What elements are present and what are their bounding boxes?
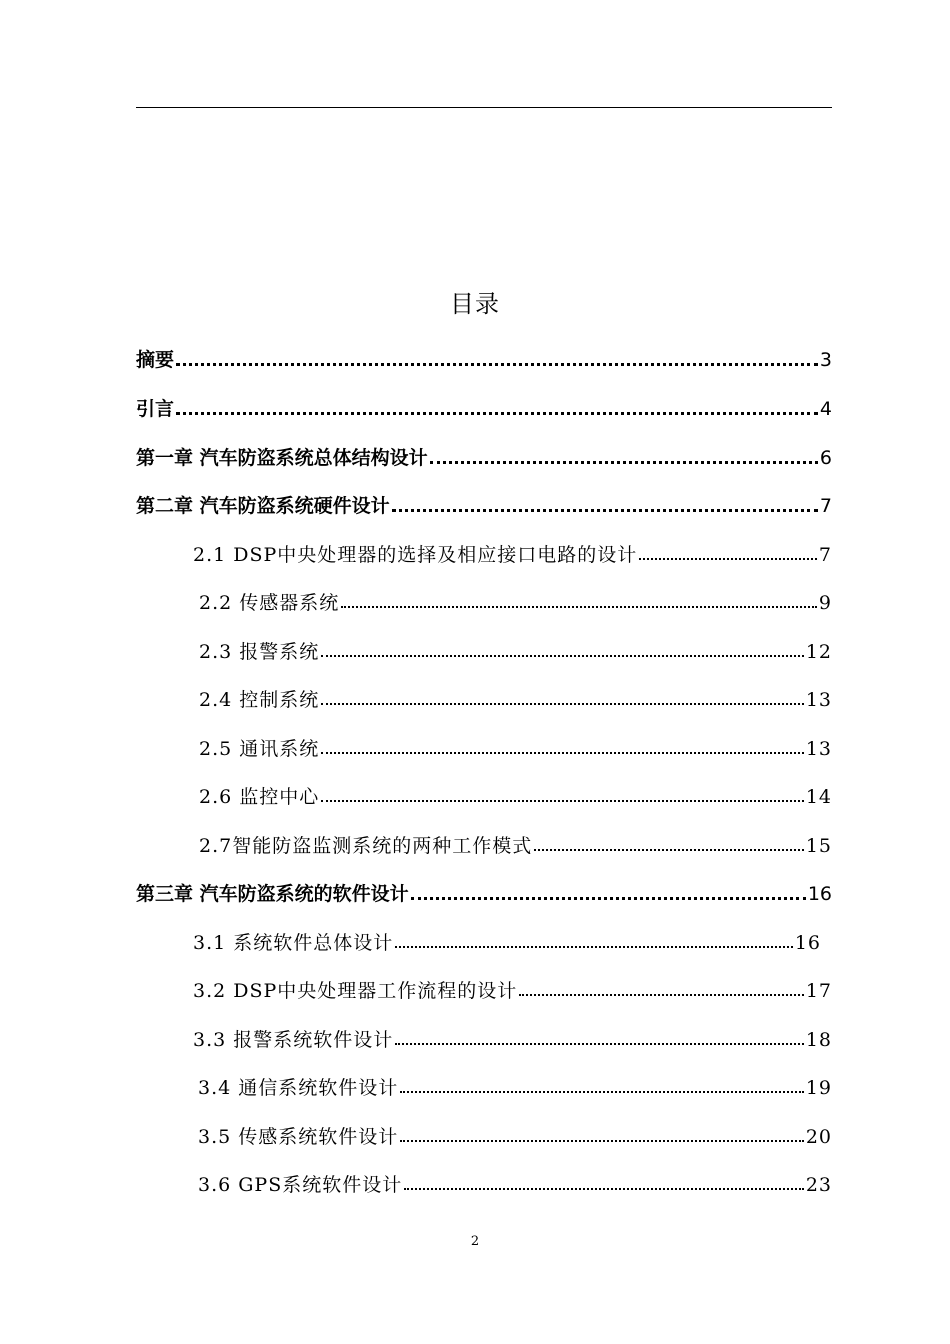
toc-entry-label: 3.3 报警系统软件设计 — [193, 1029, 394, 1051]
toc-entry-page: 20 — [805, 1126, 832, 1148]
toc-entry-section-3-6[interactable] — [198, 1170, 832, 1200]
toc-entry-page: 19 — [805, 1077, 832, 1099]
toc-entry-label: 引言 — [136, 398, 175, 420]
dot-leader — [321, 752, 804, 754]
toc-entry-label: 3.4 通信系统软件设计 — [198, 1077, 399, 1099]
toc-entry-label: 2.3 报警系统 — [199, 641, 320, 663]
toc-entry-page: 18 — [805, 1029, 832, 1051]
dot-leader — [534, 849, 804, 851]
toc-entry-abstract[interactable] — [136, 345, 832, 375]
toc-entry-label: 2.1 DSP中央处理器的选择及相应接口电路的设计 — [193, 544, 638, 566]
toc-entry-chapter-3[interactable] — [136, 879, 832, 909]
toc-entry-page: 17 — [805, 980, 832, 1002]
dot-leader — [400, 1091, 804, 1093]
dot-leader — [176, 412, 818, 415]
toc-entry-page: 12 — [805, 641, 832, 663]
dot-leader — [519, 994, 804, 996]
header-rule — [136, 107, 832, 108]
toc-title: 目录 — [450, 290, 500, 318]
toc-entry-page: 4 — [819, 398, 832, 420]
dot-leader — [404, 1188, 804, 1190]
toc-entry-page: 23 — [805, 1174, 832, 1196]
toc-entry-label: 2.5 通讯系统 — [199, 738, 320, 760]
toc-entry-section-3-5[interactable] — [198, 1122, 832, 1152]
toc-entry-page: 7 — [818, 544, 832, 566]
toc-entry-label: 2.7智能防盗监测系统的两种工作模式 — [199, 835, 533, 857]
toc-entry-section-2-6[interactable] — [199, 782, 832, 812]
toc-entry-label: 3.2 DSP中央处理器工作流程的设计 — [193, 980, 518, 1002]
dot-leader — [395, 946, 793, 948]
toc-entry-label: 第一章 汽车防盗系统总体结构设计 — [136, 447, 428, 469]
toc-entry-page: 16 — [794, 932, 821, 954]
toc-entry-label: 2.2 传感器系统 — [199, 592, 340, 614]
toc-entry-page: 13 — [805, 738, 832, 760]
dot-leader — [321, 800, 804, 802]
dot-leader — [321, 655, 804, 657]
toc-entry-section-3-4[interactable] — [198, 1073, 832, 1103]
toc-entry-section-3-1[interactable] — [193, 928, 821, 958]
toc-entry-page: 13 — [805, 689, 832, 711]
toc-entry-section-2-1[interactable] — [193, 540, 832, 570]
dot-leader — [430, 461, 818, 464]
toc-entry-page: 6 — [819, 447, 832, 469]
toc-entry-label: 3.5 传感系统软件设计 — [198, 1126, 399, 1148]
page-number: 2 — [470, 1234, 480, 1249]
dot-leader — [395, 1043, 804, 1045]
dot-leader — [411, 897, 806, 900]
dot-leader — [392, 509, 818, 512]
toc-entry-section-2-5[interactable] — [199, 734, 832, 764]
toc-entry-chapter-2[interactable] — [136, 491, 832, 521]
toc-entry-label: 第三章 汽车防盗系统的软件设计 — [136, 883, 409, 905]
toc-entry-chapter-1[interactable] — [136, 443, 832, 473]
toc-entry-section-2-4[interactable] — [199, 685, 832, 715]
toc-entry-label: 3.6 GPS系统软件设计 — [198, 1174, 403, 1196]
dot-leader — [341, 606, 817, 608]
toc-entry-section-3-2[interactable] — [193, 976, 832, 1006]
toc-entry-page: 3 — [819, 349, 832, 371]
toc-entry-introduction[interactable] — [136, 394, 832, 424]
toc-entry-page: 14 — [805, 786, 832, 808]
toc-entry-page: 16 — [807, 883, 832, 905]
toc-entry-page: 9 — [818, 592, 832, 614]
toc-entry-page: 7 — [819, 495, 832, 517]
toc-entry-label: 摘要 — [136, 349, 175, 371]
toc-entry-label: 2.6 监控中心 — [199, 786, 320, 808]
dot-leader — [639, 558, 817, 560]
toc-entry-label: 3.1 系统软件总体设计 — [193, 932, 394, 954]
toc-entry-section-2-3[interactable] — [199, 637, 832, 667]
toc-entry-label: 2.4 控制系统 — [199, 689, 320, 711]
toc-entry-label: 第二章 汽车防盗系统硬件设计 — [136, 495, 390, 517]
toc-entry-page: 15 — [805, 835, 832, 857]
dot-leader — [176, 363, 818, 366]
toc-entry-section-3-3[interactable] — [193, 1025, 832, 1055]
dot-leader — [400, 1140, 804, 1142]
toc-entry-section-2-7[interactable] — [199, 831, 832, 861]
toc-entry-section-2-2[interactable] — [199, 588, 832, 618]
dot-leader — [321, 703, 804, 705]
